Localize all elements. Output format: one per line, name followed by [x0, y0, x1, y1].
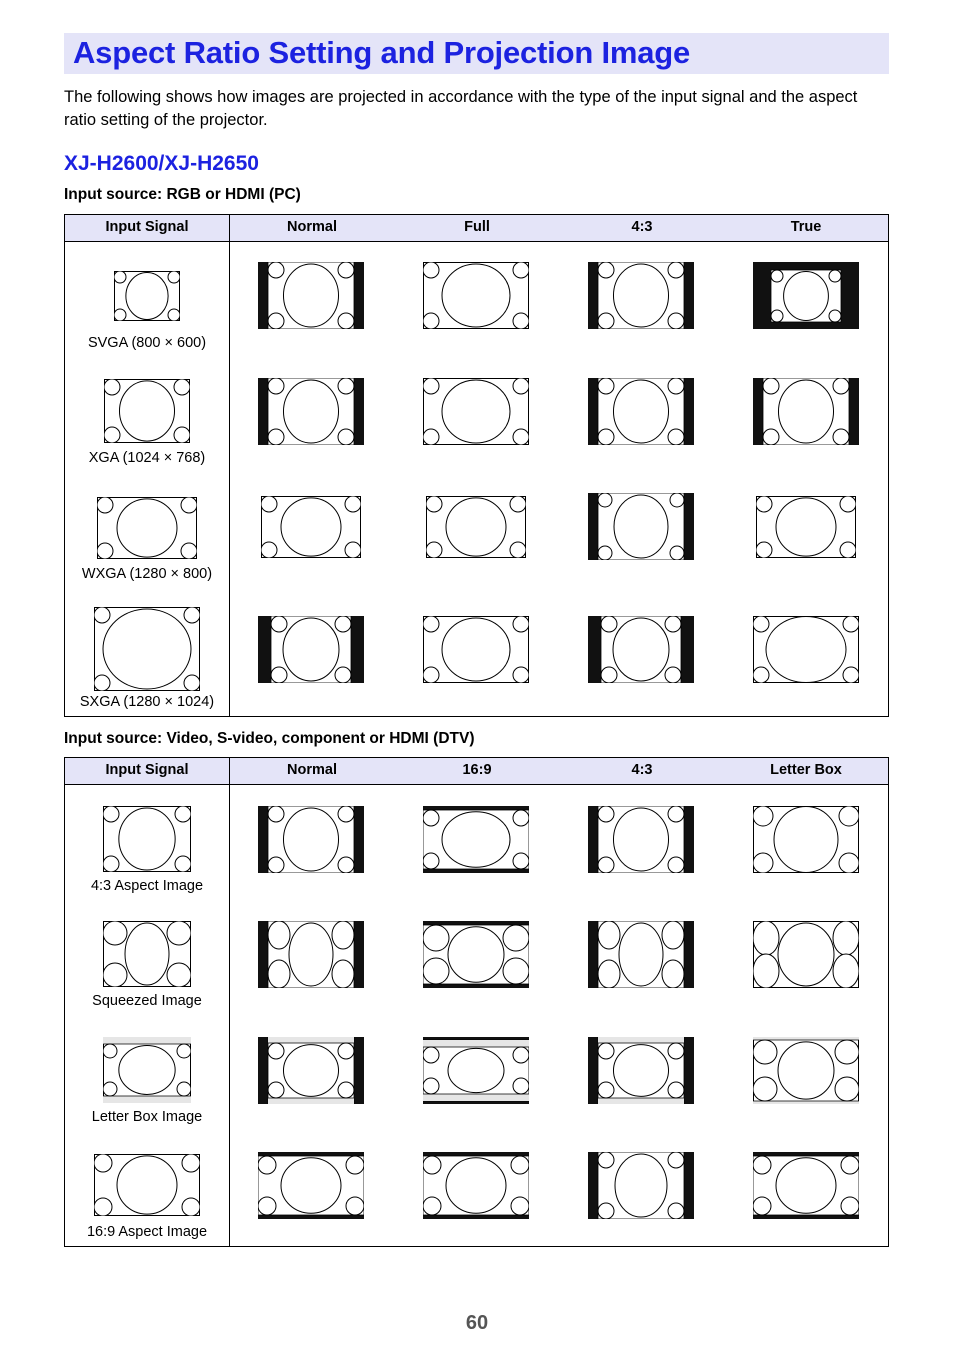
header-input-signal: Input Signal [105, 762, 189, 778]
projection-image [261, 496, 361, 558]
projection-image [258, 921, 364, 988]
video-table-header [65, 758, 888, 785]
projection-image [258, 1152, 364, 1219]
video-source-heading: Input source: Video, S-video, component or HDMI (DTV) [64, 730, 475, 747]
projection-image [423, 1037, 529, 1104]
projection-image [588, 262, 694, 329]
projection-image [426, 496, 526, 558]
projection-image [97, 497, 197, 559]
intro-paragraph: The following shows how images are projected in accordance with the type of the input signal and the aspect ratio setting of the projector. [64, 88, 858, 129]
header-true: True [790, 219, 822, 235]
signal-label: Letter Box Image [91, 1109, 203, 1125]
header-4-3: 4:3 [631, 762, 653, 778]
projection-image [423, 378, 529, 445]
header-16-9: 16:9 [462, 762, 492, 778]
projection-image [753, 262, 859, 329]
projection-image [753, 1037, 859, 1104]
rgb-projection-table [64, 214, 889, 717]
header-full: Full [464, 219, 490, 235]
projection-image [588, 378, 694, 445]
column-divider [229, 215, 230, 716]
projection-image [753, 616, 859, 683]
video-projection-table [64, 757, 889, 1247]
signal-label: SXGA (1280 × 1024) [79, 694, 215, 710]
projection-image [258, 806, 364, 873]
projection-image [423, 921, 529, 988]
projection-image [588, 493, 694, 560]
rgb-source-heading: Input source: RGB or HDMI (PC) [64, 186, 301, 203]
projection-image [103, 921, 191, 987]
header-input-signal: Input Signal [105, 219, 189, 235]
projection-image [94, 607, 200, 691]
projection-image [423, 262, 529, 329]
signal-label: XGA (1024 × 768) [88, 450, 206, 466]
rgb-table-header [65, 215, 888, 242]
model-heading: XJ-H2600/XJ-H2650 [64, 152, 259, 175]
signal-label: 4:3 Aspect Image [90, 878, 204, 894]
projection-image [423, 616, 529, 683]
projection-image [756, 496, 856, 558]
projection-image [588, 921, 694, 988]
projection-image [258, 616, 364, 683]
signal-label: 16:9 Aspect Image [86, 1224, 208, 1240]
projection-image [103, 806, 191, 872]
projection-image [258, 378, 364, 445]
projection-image [588, 1037, 694, 1104]
projection-image [753, 806, 859, 873]
projection-image [588, 616, 694, 683]
projection-image [753, 1152, 859, 1219]
projection-image [103, 1037, 191, 1103]
projection-image [258, 262, 364, 329]
title-bar [64, 33, 889, 74]
projection-image [94, 1154, 200, 1216]
signal-label: WXGA (1280 × 800) [81, 566, 213, 582]
projection-image [258, 1037, 364, 1104]
page-number: 60 [465, 1312, 489, 1334]
projection-image [114, 271, 180, 321]
projection-image [588, 806, 694, 873]
signal-label: Squeezed Image [92, 993, 202, 1009]
projection-image [423, 806, 529, 873]
header-normal: Normal [287, 219, 337, 235]
header-normal: Normal [287, 762, 337, 778]
projection-image [753, 378, 859, 445]
header-4-3: 4:3 [631, 219, 653, 235]
page-title: Aspect Ratio Setting and Projection Image [73, 35, 691, 70]
column-divider [229, 758, 230, 1246]
header-letter-box: Letter Box [770, 762, 842, 778]
projection-image [753, 921, 859, 988]
projection-image [423, 1152, 529, 1219]
signal-label: SVGA (800 × 600) [87, 335, 207, 351]
projection-image [588, 1152, 694, 1219]
projection-image [104, 379, 190, 443]
